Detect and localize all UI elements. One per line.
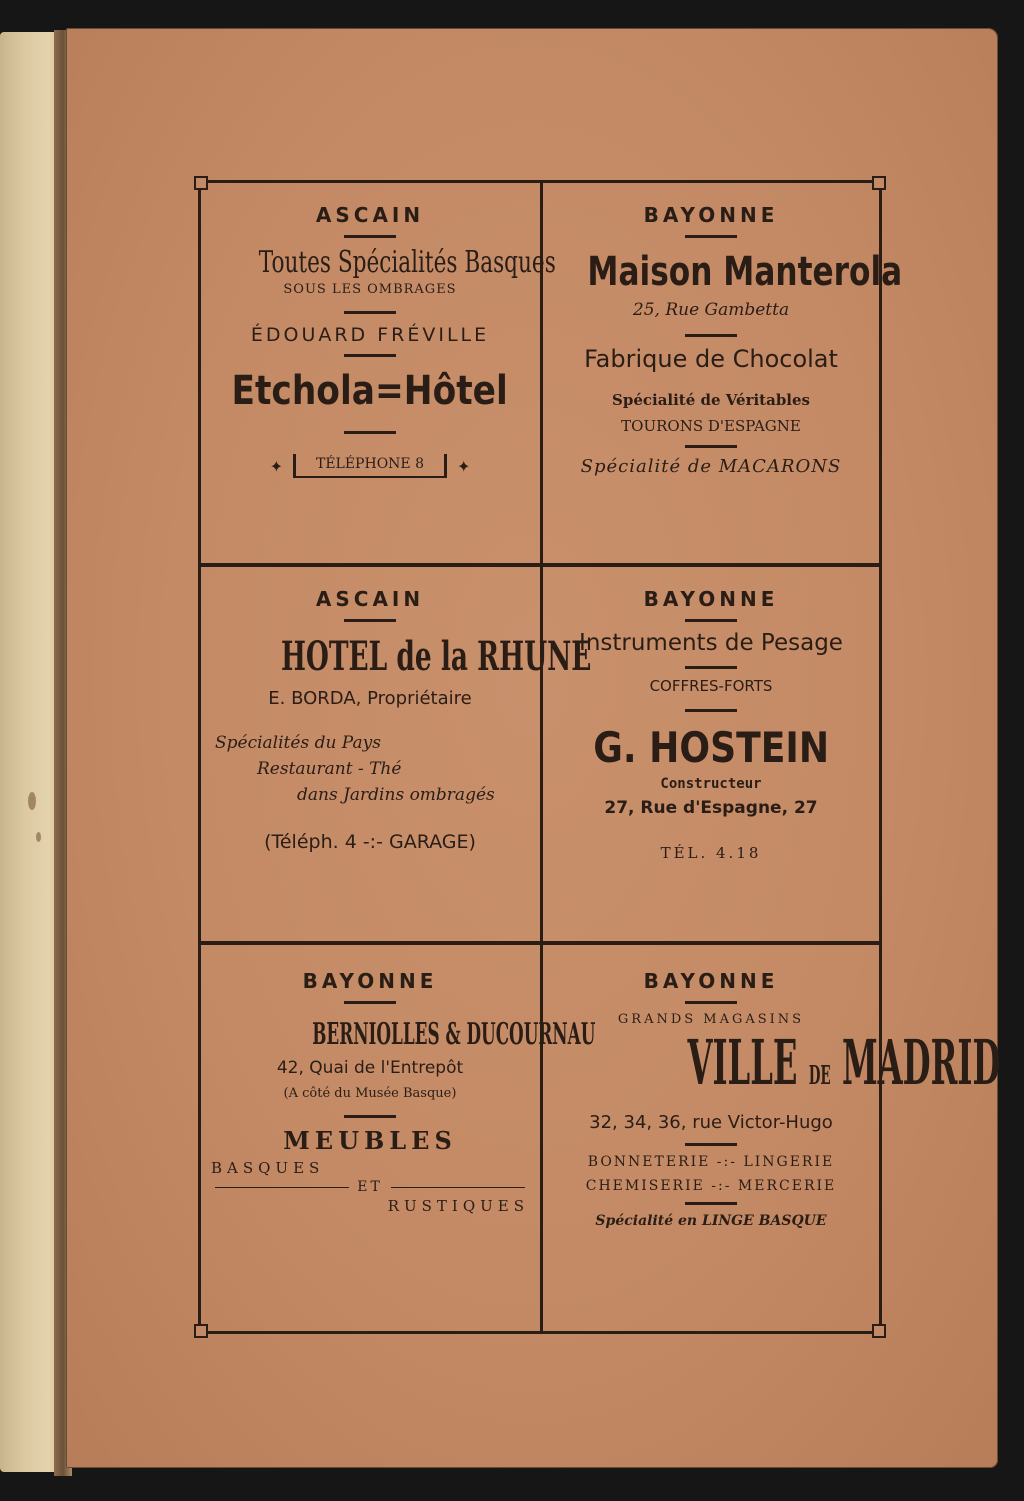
business-name: DE xyxy=(808,1061,831,1091)
ad-line: BONNETERIE -:- LINGERIE xyxy=(587,1154,835,1170)
phone-number: (Téléph. 4 -:- GARAGE) xyxy=(264,831,476,853)
ad-line: dans Jardins ombragés xyxy=(297,785,495,805)
ad-line: Fabrique de Chocolat xyxy=(584,345,838,373)
ad-line: Spécialité de MACARONS xyxy=(580,456,842,477)
address: 42, Quai de l'Entrepôt xyxy=(276,1058,464,1078)
business-name: VILLE xyxy=(687,1026,798,1099)
row-divider xyxy=(201,563,879,567)
ad-line: GRANDS MAGASINS xyxy=(617,1012,805,1027)
business-name: Etchola=Hôtel xyxy=(231,368,509,414)
ad-line: COFFRES-FORTS xyxy=(649,677,773,695)
owner-name: ÉDOUARD FRÉVILLE xyxy=(250,324,490,346)
phone-number: TÉL. 4.18 xyxy=(660,844,762,862)
row-divider xyxy=(201,941,879,945)
ad-maison-manterola xyxy=(543,203,903,477)
ad-ville-de-madrid xyxy=(543,969,1001,1229)
ad-line: MEUBLES xyxy=(283,1126,457,1155)
ad-line: Spécialités du Pays xyxy=(215,733,381,753)
ad-line: TOURONS D'ESPAGNE xyxy=(621,417,801,435)
advertisement-frame xyxy=(198,180,1001,1334)
ad-line: Constructeur xyxy=(660,776,762,792)
address: 27, Rue d'Espagne, 27 xyxy=(604,798,818,818)
ad-line: Spécialité de Véritables xyxy=(612,391,810,409)
business-name: MADRID xyxy=(841,1026,1001,1099)
ad-etchola-hotel: ASCAIN Toutes Spécialités Basques SOUS LES OMBRAGES ÉDOUARD FRÉVILLE Etchola=Hôtel ✦ TÉLÉPHONE 8 ✦ xyxy=(201,203,539,478)
ad-g-hostein xyxy=(543,587,879,862)
ad-berniolles-ducournau xyxy=(201,969,596,1215)
ad-line: ET xyxy=(357,1179,383,1195)
address: 32, 34, 36, rue Victor-Hugo xyxy=(589,1112,833,1133)
business-name: G. HOSTEIN xyxy=(593,723,829,772)
ad-line: BASQUES xyxy=(211,1159,325,1177)
town-label: BAYONNE xyxy=(643,969,779,993)
town-label: BAYONNE xyxy=(643,587,779,611)
ad-line: Instruments de Pesage xyxy=(579,630,843,656)
town-label: BAYONNE xyxy=(302,969,438,993)
phone-number: TÉLÉPHONE 8 xyxy=(293,454,447,478)
owner-name: E. BORDA, Propriétaire xyxy=(268,688,472,709)
ad-line: RUSTIQUES xyxy=(387,1197,529,1215)
business-name: Maison Manterola xyxy=(587,249,903,295)
town-label: ASCAIN xyxy=(315,203,425,227)
ad-line: (A côté du Musée Basque) xyxy=(283,1086,457,1101)
page xyxy=(66,28,1001,1468)
town-label: ASCAIN xyxy=(315,587,425,611)
ad-line: Restaurant - Thé xyxy=(257,759,402,779)
ad-line: CHEMISERIE -:- MERCERIE xyxy=(585,1178,837,1194)
business-name: HOTEL de la RHUNE xyxy=(280,633,592,680)
ad-line: Toutes Spécialités Basques xyxy=(258,245,556,280)
business-name: BERNIOLLES & DUCOURNAU xyxy=(312,1017,596,1052)
ad-line: SOUS LES OMBRAGES xyxy=(283,282,457,297)
town-label: BAYONNE xyxy=(643,203,779,227)
address: 25, Rue Gambetta xyxy=(632,300,790,320)
ad-hotel-de-la-rhune xyxy=(201,587,592,853)
ad-line: Spécialité en LINGE BASQUE xyxy=(595,1213,827,1229)
